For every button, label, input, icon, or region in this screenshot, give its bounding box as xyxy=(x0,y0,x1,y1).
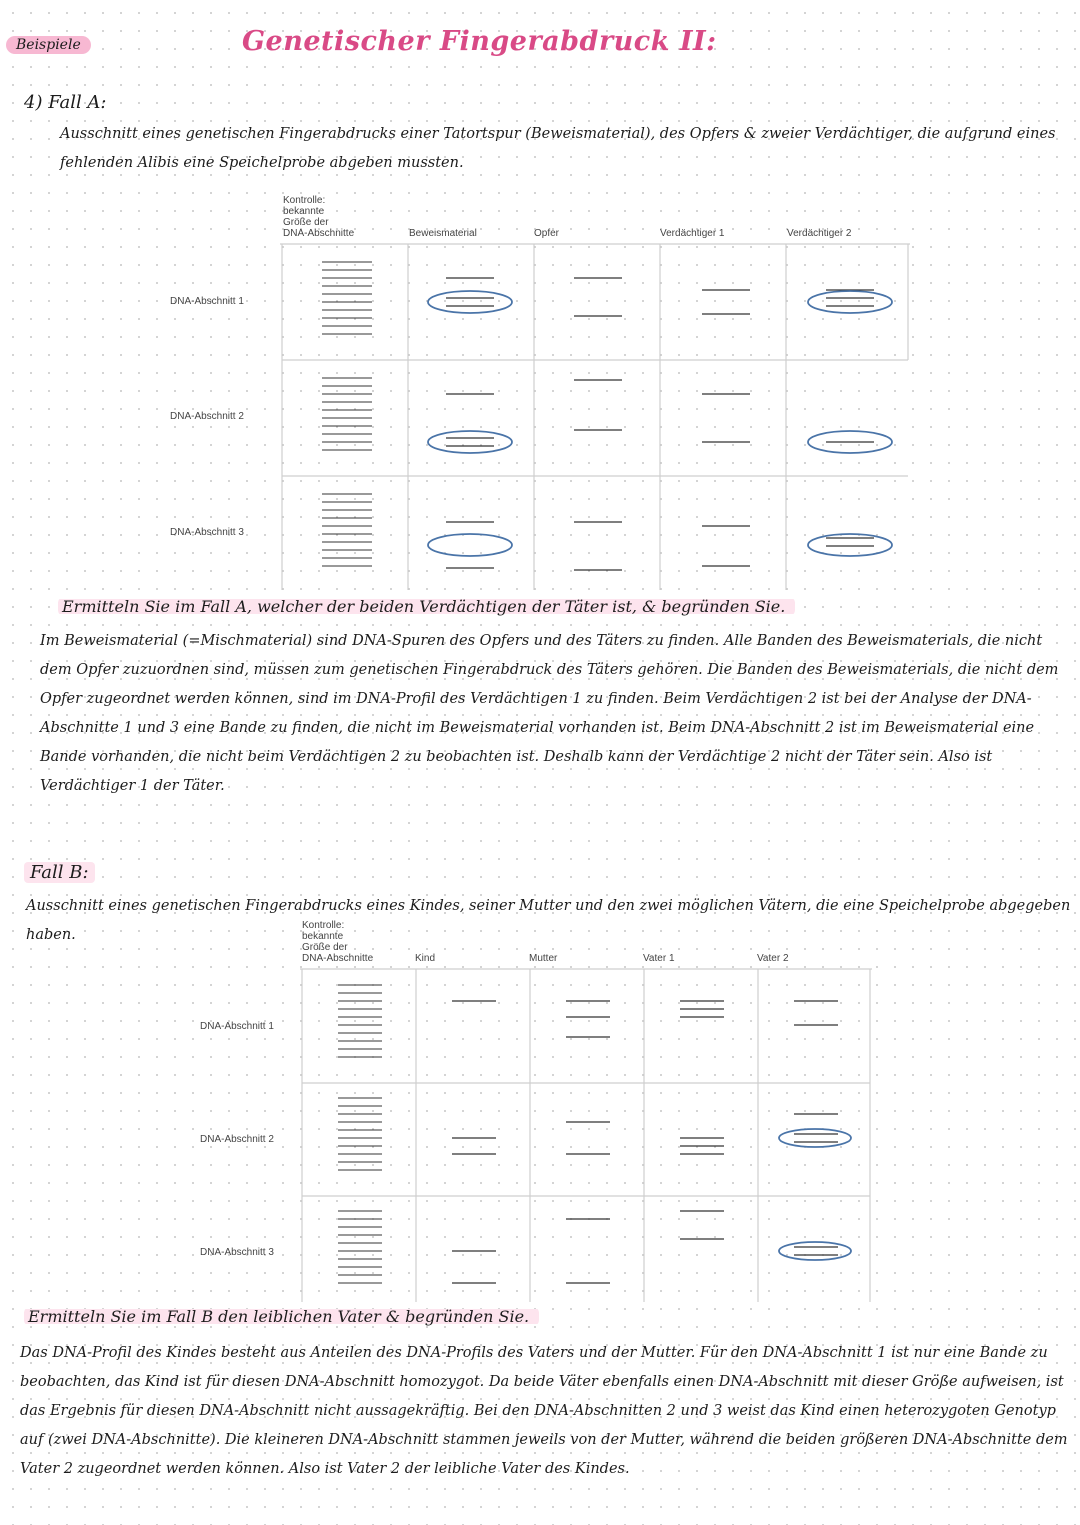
control-header-line: Kontrolle: xyxy=(283,195,326,206)
control-header-line: bekannte xyxy=(302,931,344,942)
case-b-task: Ermitteln Sie im Fall B den leiblichen Vater & begründen Sie. xyxy=(24,1307,539,1326)
case-a-task: Ermitteln Sie im Fall A, welcher der beiden Verdächtigen der Täter ist, & begründen Sie. xyxy=(58,597,795,616)
control-header-line: Kontrolle: xyxy=(302,920,345,931)
control-header-line: Größe der xyxy=(283,217,329,228)
column-header-father-1: Vater 1 xyxy=(643,953,675,964)
row-label-dna-2: DNA-Abschnitt 2 xyxy=(200,1134,274,1145)
control-header-line: DNA-Abschnitte xyxy=(302,953,374,964)
case-b-answer: Das DNA-Profil des Kindes besteht aus Anteilen des DNA-Profils des Vaters und der Mutter. Für den DNA-Abschnitt 1 ist nur eine Bande zu beobachten, das Kind ist für diesen DNA-Abschnitt homozygot. Da beide Väter ebenfalls einen DNA-Abschnitt mit dieser Größe aufweisen, ist das Ergebnis für diesen DNA-Abschnitt nicht aussagekräftig. Bei den DNA-Abschnitten 2 und 3 weist das Kind einen heterozygoten Genotyp auf (zwei DNA-Abschnitte). Die kleineren DNA-Abschnitt stammen jeweils von der Mutter, während die beiden größeren DNA-Abschnitte dem Vater 2 zugeordnet werden können. Also ist Vater 2 der leibliche Vater des Kindes. xyxy=(20,1345,1068,1477)
column-header-father-2: Vater 2 xyxy=(757,953,789,964)
control-header-line: Größe der xyxy=(302,942,348,953)
case-b-heading: Fall B: xyxy=(24,862,95,883)
case-a-heading: 4) Fall A: xyxy=(24,92,107,113)
column-header-mother: Mutter xyxy=(529,953,558,964)
section-badge: Beispiele xyxy=(6,36,91,54)
row-label-dna-1: DNA-Abschnitt 1 xyxy=(200,1021,274,1032)
column-header-victim: Opfer xyxy=(534,228,560,239)
column-header-child: Kind xyxy=(415,953,436,964)
case-a-answer: Im Beweismaterial (=Mischmaterial) sind DNA-Spuren des Opfers und des Täters zu finden. Alle Banden des Beweismaterials, die nicht dem Opfer zuzuordnen sind, müssen zum genetischen Fingerabdruck des Täters gehören. Die Banden des Beweismaterials, die nicht dem Opfer zugeordnet werden können, sind im DNA-Profil des Verdächtigen 1 zu finden. Beim Verdächtigen 2 ist bei der Analyse der DNA-Abschnitte 1 und 3 eine Bande zu finden, die nicht im Beweismaterial vorhanden ist. Beim DNA-Abschnitt 2 ist im Beweismaterial eine Bande vorhanden, die nicht beim Verdächtigen 2 zu beobachten ist. Deshalb kann der Verdächtige 2 nicht der Täter sein. Also ist Verdächtiger 1 der Täter. xyxy=(40,633,1059,794)
page-title: Genetischer Fingerabdruck II: xyxy=(242,26,717,57)
case-a-intro: Ausschnitt eines genetischen Fingerabdrucks einer Tatortspur (Beweismaterial), des Opfers & zweier Verdächtiger, die aufgrund eines fehlenden Alibis eine Speichelprobe abgeben mussten. xyxy=(60,126,1056,171)
row-label-dna-3: DNA-Abschnitt 3 xyxy=(170,527,244,538)
case-b-intro: Ausschnitt eines genetischen Fingerabdrucks eines Kindes, seiner Mutter und den zwei möglichen Vätern, die eine Speichelprobe abgegeben haben. xyxy=(26,898,1071,943)
column-header-suspect-2: Verdächtiger 2 xyxy=(787,228,852,239)
column-header-suspect-1: Verdächtiger 1 xyxy=(660,228,725,239)
control-header-line: DNA-Abschnitte xyxy=(283,228,355,239)
row-label-dna-3: DNA-Abschnitt 3 xyxy=(200,1247,274,1258)
control-header-line: bekannte xyxy=(283,206,325,217)
column-header-evidence: Beweismaterial xyxy=(409,228,477,239)
row-label-dna-2: DNA-Abschnitt 2 xyxy=(170,411,244,422)
row-label-dna-1: DNA-Abschnitt 1 xyxy=(170,296,244,307)
